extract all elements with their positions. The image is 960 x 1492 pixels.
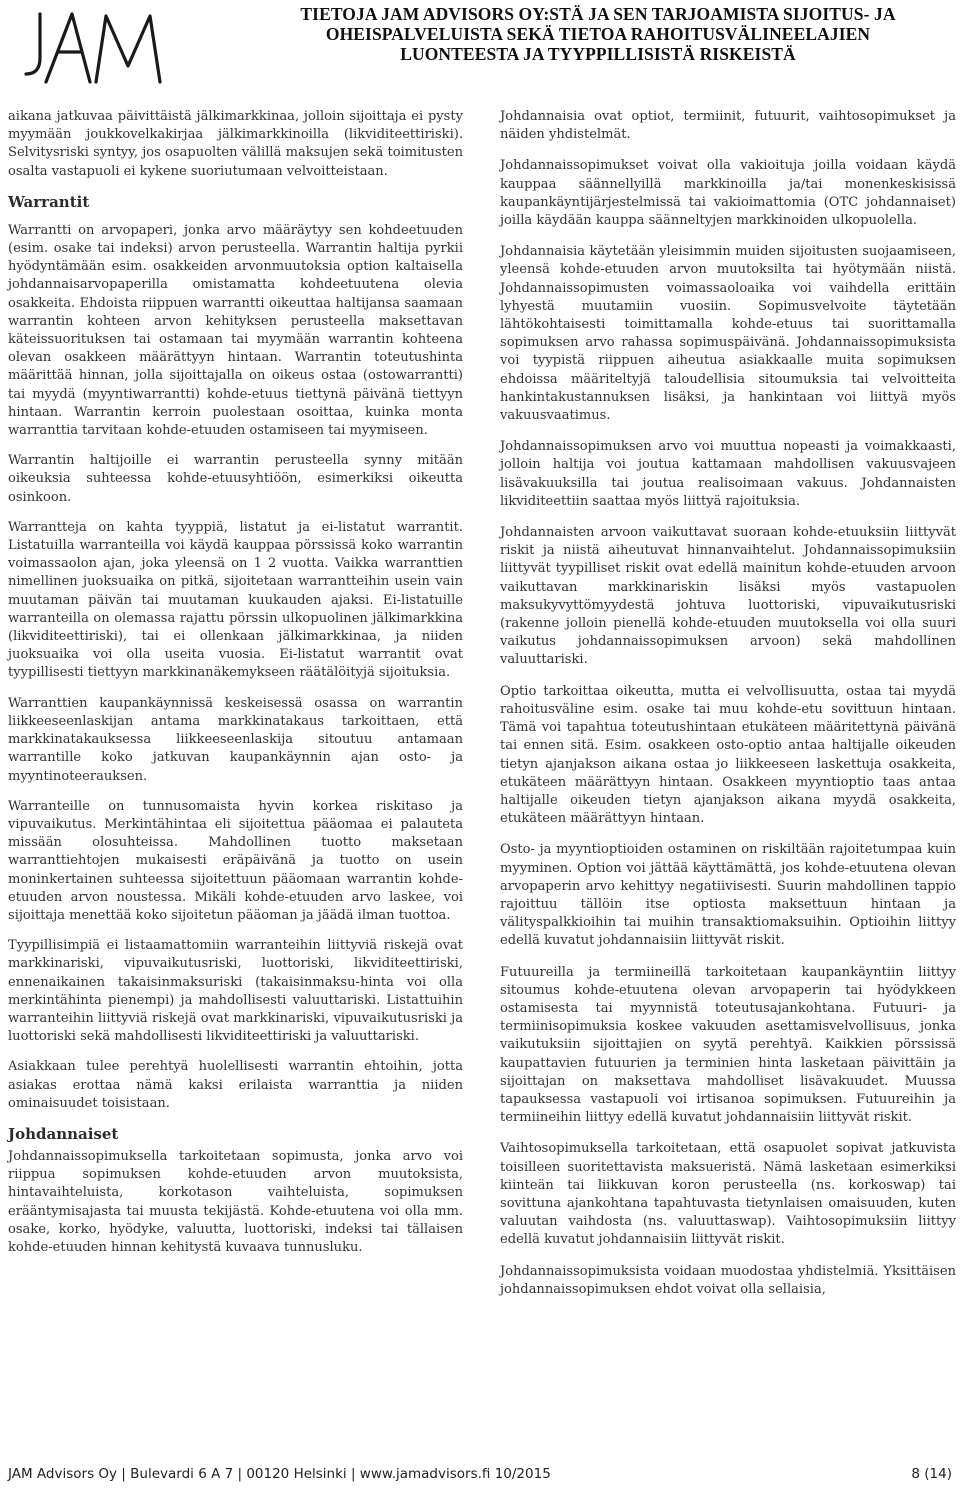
paragraph: Warranttien kaupankäynnissä keskeisessä osassa on warrantin liikkeeseenlaskijan antama markkinatakaus tarkoittaen, että markkinatakauksessa liikkeeseenlaskija sitoutuu antamaan warrantille koko jatkuvan kaupankäynnin ajan osto- ja myyntinoteerauksen. (8, 695, 463, 784)
paragraph: Johdannaissopimuksen arvo voi muuttua nopeasti ja voimakkaasti, jolloin haltija voi joutua kattamaan mahdollisen vakuusvajeen lisävakuuksilla tai joutua realisoimaan vakuus. Johdannaisten likviditeettiin saattaa myös liittyä rajoituksia. (500, 439, 956, 509)
paragraph: Warrantti on arvopaperi, jonka arvo määräytyy sen kohdeetuuden (esim. osake tai indeksi) arvon perusteella. Warrantin haltija pyrkii hyödyntämään esim. osakkeiden arvonmuutoksia option kaltaisella johdannaisarvopaperilla omistamatta kohdeetuutena olevia osakkeita. Ehdoista riippuen warrantti oikeuttaa haltijansa saamaan warrantin kohteen arvon kehityksen perusteella maksettavan käteissuorituksen tai ostamaan tai myymään warrantin kohteena olevan osakkeen määrättyyn hintaan. Warrantin toteutushinta määrittää hinnan, jolla sijoittajalla on oikeus ostaa (ostowarrantti) tai myydä (myyntiwarrantti) kohde-etuus tiettynä päivänä tiettyyn hintaan. Warrantin kerroin puolestaan osoittaa, kuinka monta warranttia tarvitaan kohde-etuuden ostamiseen tai myymiseen. (8, 222, 463, 439)
page-footer (8, 1466, 952, 1486)
paragraph: Futuureilla ja termiineillä tarkoitetaan kaupankäyntiin liittyy sitoumus kohde-etuutena olevan arvopaperin tai hyödykkeen ostamisesta tai myynnistä toteutusajankohtana. Futuuri- ja termiinisopimuksia koskee vakuuden asettamisvelvollisuus, jonka vaikutuksiin sijoittajien on syytä perehtyä. Kaikkien pörssissä kaupattavien futuurien ja terminien hinta lasketaan päivittäin ja sijoittajan on maksettava mahdolliset lisävakuudet. Muussa tapauksessa vastapuoli voi irtisanoa sopimuksen. Futuureihin ja termiineihin liittyy edellä kuvatut johdannaisiin liittyvät riskit. (500, 964, 956, 1126)
page-header (0, 0, 960, 90)
paragraph: aikana jatkuvaa päivittäistä jälkimarkkinaa, jolloin sijoittaja ei pysty myymään joukkovelkakirjaa jälkimarkkinoilla (likviditeettiriski). Selvitysriski syntyy, jos osapuolten välillä maksujen sekä toimitusten osalta vastapuoli ei kykene suoriutumaan velvoitteistaan. (8, 109, 463, 179)
footer-company-info: JAM Advisors Oy | Bulevardi 6 A 7 | 00120 Helsinki | www.jamadvisors.fi 10/2015 (8, 1466, 551, 1482)
paragraph: Warranteille on tunnusomaista hyvin korkea riskitaso ja vipuvaikutus. Merkintähintaa eli sijoitettua pääomaa ei palauteta missään olosuhteissa. Mahdollinen tuotto maksetaan warranttiehtojen mukaisesti eräpäivänä ja tuotto on usein moninkertainen suhteessa sijoitettuun pääomaan warrantin kohde-etuuden arvon noustessa. Mikäli kohde-etuuden arvo laskee, voi sijoittaja menettää koko sijoitetun pääoman ja jäädä ilman tuottoa. (8, 798, 463, 923)
right-column (500, 108, 956, 1312)
paragraph: Warrantin haltijoille ei warrantin perusteella synny mitään oikeuksia suhteessa kohde-etuusyhtiöön, esimerkiksi oikeutta osinkoon. (8, 453, 463, 505)
left-column (8, 108, 463, 1269)
paragraph: Tyypillisimpiä ei listaamattomiin warranteihin liittyviä riskejä ovat markkinariski, vipuvaikutusriski, luottoriski, likviditeettiriski, ennenaikainen takaisinmaksuriski (takaisinmaksu-hinta voi olla merkintähinta pienempi) ja mahdollisesti valuuttariski. Listattuihin warranteihin liittyviä riskejä ovat markkinariski, vipuvaikutusriski ja luottoriski sekä mahdollisesti likviditeettiriski ja valuuttariski. (8, 938, 463, 1045)
section-heading-warrantit: Warrantit (8, 192, 90, 211)
title-line-2: OHEISPALVELUISTA SEKÄ TIETOA RAHOITUSVÄLINEELAJIEN (325, 24, 871, 44)
paragraph: Osto- ja myyntioptioiden ostaminen on riskiltään rajoitetumpaa kuin myyminen. Option voi jättää käyttämättä, jos kohde-etuutena olevan arvopaperin arvo kehittyy negatiivisesti. Suurin mahdollinen tappio rajoittuu tällöin itse optiosta maksettuun hintaan ja välityspalkkioihin tai muihin transaktiomaksuihin. Optioihin liittyy edellä kuvatut johdannaisiin liittyvät riskit. (500, 842, 956, 949)
paragraph: Optio tarkoittaa oikeutta, mutta ei velvollisuutta, ostaa tai myydä rahoitusväline esim. osake tai muu kohde-etu sovittuun hintaan. Tämä voi tapahtua toteutushintaan etukäteen määritettynä päivänä tai ennen sitä. Esim. osakkeen osto-optio antaa haltijalle oikeuden tietyn ajanjakson aikana ostaa jo liikkeeseen laskettuja osakkeita, etukäteen määrättyyn hintaan. Osakkeen myyntioptio taas antaa haltijalle oikeuden tietyn ajanjakson aikana myydä osakkeita, etukäteen määrättyyn hintaan. (500, 683, 956, 827)
section-heading-johdannaiset: Johdannaiset (8, 1124, 119, 1143)
paragraph: Johdannaissopimuksista voidaan muodostaa yhdistelmiä. Yksittäisen johdannaissopimuksen ehdot voivat olla sellaisia, (500, 1263, 956, 1297)
paragraph: Johdannaisia käytetään yleisimmin muiden sijoitusten suojaamiseen, yleensä kohde-etuuden arvon muutoksilta tai hyötymään niistä. Johdannaissopimusten voimassaoloaika voi vaihdella erittäin lyhyestä muutamiin vuosiin. Sopimusvelvoite täytetään lähtökohtaisesti toimittamalla kohde-etuus tai suorittamalla sopimuksen arvo rahassa sopimuspäivänä. Johdannaissopimuksista voi tyypistä riippuen aiheutua asiakkaalle muita sopimuksen ehdoissa määriteltyjä taloudellisia sitoumuksia tai velvoitteita hankintakustannuksen lisäksi, ja hankintaan voi liittyä myös vakuusvaatimus. (500, 244, 956, 424)
page-number: 8 (14) (911, 1466, 952, 1482)
paragraph: Johdannaissopimuksella tarkoitetaan sopimusta, jonka arvo voi riippua sopimuksen kohde-etuuden arvon muutoksista, hintavaihteluista, korkotason vaihteluista, sopimuksen erääntymisajasta tai muusta tekijästä. Kohde-etuutena voi olla mm. osake, korko, hyödyke, valuutta, luottoriski, indeksi tai tällaisen kohde-etuuden hinnan kehitystä kuvaava tunnusluku. (8, 1148, 463, 1255)
paragraph: Johdannaissopimukset voivat olla vakioituja joilla voidaan käydä kauppaa säännellyillä markkinoilla ja/tai monenkeskisissä kaupankäyntijärjestelmissä tai vakioimattomia (OTC johdannaiset) joilla käydään kauppa säänneltyjen markkinoiden ulkopuolella. (500, 158, 956, 229)
paragraph: Vaihtosopimuksella tarkoitetaan, että osapuolet sopivat jatkuvista toisilleen suoritettavista maksueristä. Nämä lasketaan esimerkiksi kiinteän tai liikkuvan koron perusteella (ns. korkoswap) tai sovittuna ajankohtana tapahtuvasta tietynlaisen omaisuuden, kuten valuutan vaihdosta (ns. valuuttaswap). Vaihtosopimuksiin liittyy edellä kuvatut johdannaisiin liittyvät riskit. (500, 1141, 956, 1248)
paragraph: Asiakkaan tulee perehtyä huolellisesti warrantin ehtoihin, jotta asiakas erottaa nämä kaksi erilaista warranttia ja niiden ominaisuudet toisistaan. (8, 1059, 463, 1111)
document-title (248, 4, 948, 64)
title-line-3: LUONTEESTA JA TYYPPILLISISTÄ RISKEISTÄ (400, 44, 796, 64)
title-line-1: TIETOJA JAM ADVISORS OY:STÄ JA SEN TARJOAMISTA SIJOITUS- JA (300, 4, 896, 24)
paragraph: Johdannaisia ovat optiot, termiinit, futuurit, vaihtosopimukset ja näiden yhdistelmät. (500, 109, 956, 143)
paragraph: Warrantteja on kahta tyyppiä, listatut ja ei-listatut warrantit. Listatuilla warranteilla voi käydä kauppaa pörssissä koko warrantin voimassaolon ajan, joka yleensä on 1 2 vuotta. Vaikka warranttien nimellinen juoksuaika on pitkä, sijoitetaan warrantteihin usein vain muutaman päivän tai muutaman kuukauden ajaksi. Ei-listatuille warranteilla on olemassa rajattu pörssin ulkopuolinen jälkimarkkina (likviditeettiriski), tai ei ollenkaan jälkimarkkinaa, ja niiden juoksuaika voi olla useita vuosia. Ei-listatut warrantit ovat tyypillisesti tiettyyn markkinanäkemykseen räätälöityjä sijoituksia. (8, 519, 463, 681)
jam-logo (10, 6, 170, 86)
paragraph: Johdannaisten arvoon vaikuttavat suoraan kohde-etuuksiin liittyvät riskit ja niistä aiheutuvat hinnanvaihtelut. Johdannaissopimuksiin liittyvät tyypilliset riskit ovat edellä mainitun kohde-etuuden arvoon vaikuttavan markkinariskin lisäksi myös vastapuolen maksukyvyttömyydestä johtuva luottoriski, vipuvaikutusriski (rakenne jolloin pienellä kohde-etuuden muutoksella voi olla suuri vaikutus johdannaissopimuksen arvoon) sekä mahdollinen valuuttariski. (500, 525, 956, 668)
